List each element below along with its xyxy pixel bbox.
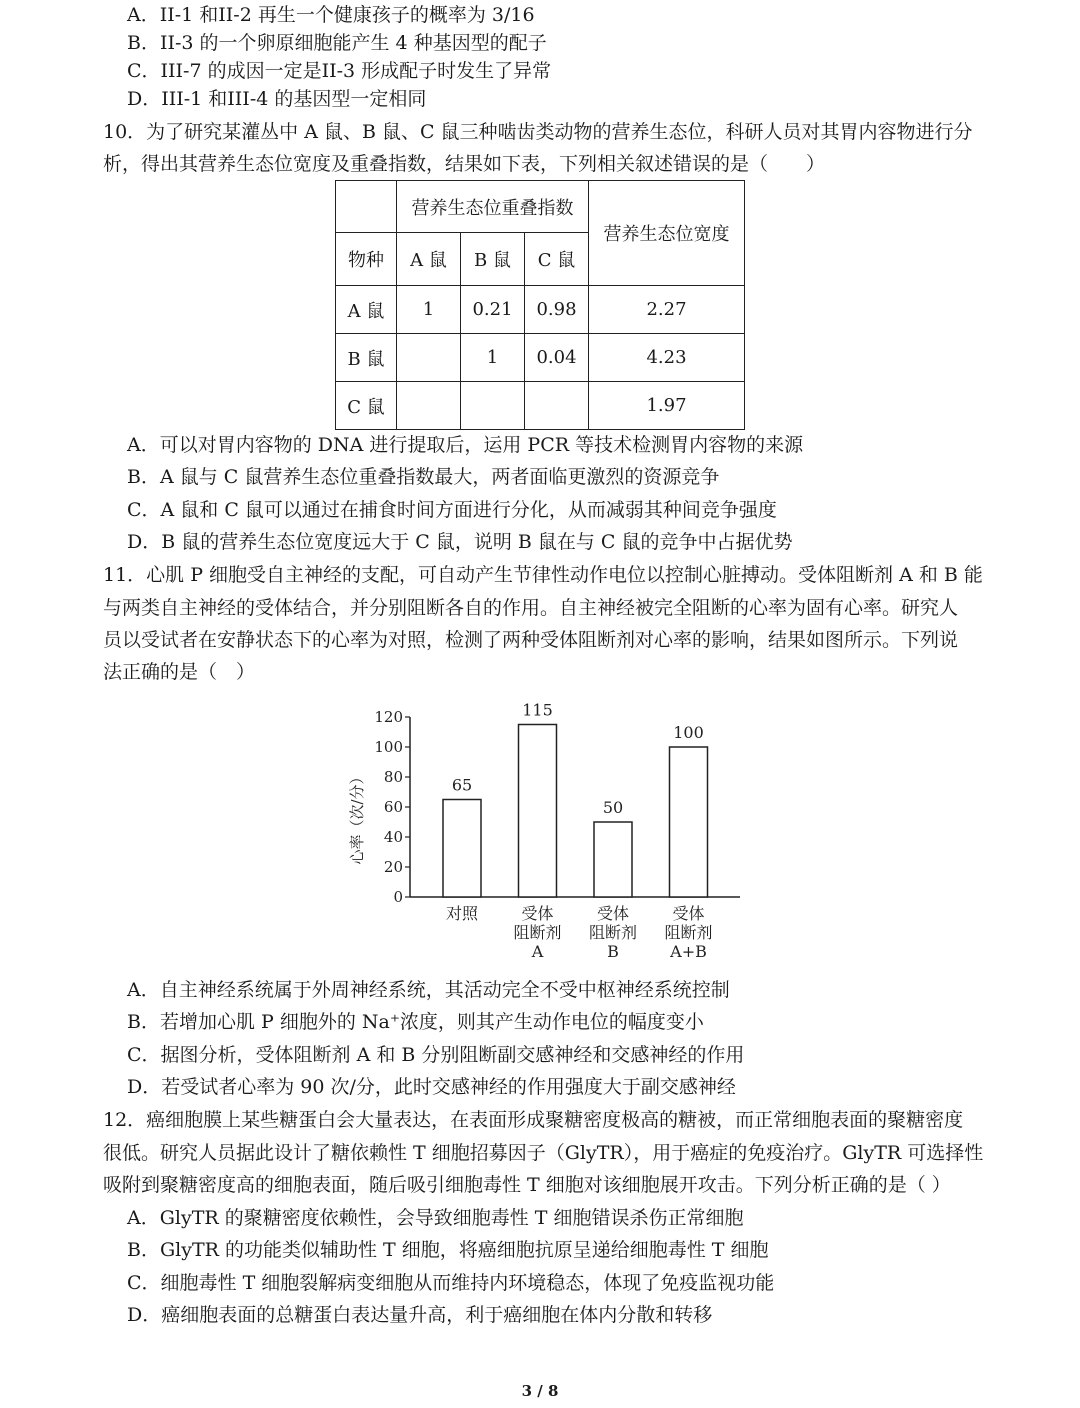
q10-stem-line-1: 10．为了研究某灌丛中 A 鼠、B 鼠、C 鼠三种啮齿类动物的营养生态位，科研人员对其胃内容物进行分 [103, 121, 973, 143]
heart-rate-bar-chart [340, 692, 760, 970]
bar [670, 747, 708, 897]
q9-option-c: C．III-7 的成因一定是II-3 形成配子时发生了异常 [127, 60, 552, 82]
cell-width: 2.27 [589, 286, 745, 334]
q11-stem-line-4: 法正确的是（ ） [103, 661, 256, 683]
cell-a [397, 334, 461, 382]
bar [443, 800, 481, 898]
q12-option-d: D．癌细胞表面的总糖蛋白表达量升高，利于癌细胞在体内分散和转移 [127, 1304, 713, 1326]
q12-stem-line-1: 12．癌细胞膜上某些糖蛋白会大量表达，在表面形成聚糖密度极高的糖被，而正常细胞表面的聚糖密度 [103, 1109, 964, 1131]
q12-option-a: A．GlyTR 的聚糖密度依赖性，会导致细胞毒性 T 细胞错误杀伤正常细胞 [127, 1207, 744, 1229]
width-header: 营养生态位宽度 [589, 181, 745, 286]
category-label: 阻断剂 [588, 923, 638, 942]
q11-option-c: C．据图分析，受体阻断剂 A 和 B 分别阻断副交感神经和交感神经的作用 [127, 1044, 745, 1066]
q10-stem-line-2: 析，得出其营养生态位宽度及重叠指数，结果如下表，下列相关叙述错误的是（ ） [103, 153, 826, 175]
category-label: A+B [670, 942, 707, 961]
data-label: 115 [522, 700, 553, 720]
q10-option-d: D．B 鼠的营养生态位宽度远大于 C 鼠，说明 B 鼠在与 C 鼠的竞争中占据优势 [127, 531, 793, 553]
cell-width: 4.23 [589, 334, 745, 382]
q11-option-d: D．若受试者心率为 90 次/分，此时交感神经的作用强度大于副交感神经 [127, 1076, 736, 1098]
data-label: 65 [451, 775, 473, 795]
cell-b: 0.21 [461, 286, 525, 334]
y-tick-label: 20 [383, 858, 403, 876]
y-tick-label: 120 [374, 708, 403, 726]
table-row [336, 382, 745, 430]
category-label: 受体 [596, 904, 630, 923]
q12-stem-line-3: 吸附到聚糖密度高的细胞表面，随后吸引细胞毒性 T 细胞对该细胞展开攻击。下列分析正确的是（ ） [103, 1174, 951, 1196]
q11-option-b: B．若增加心肌 P 细胞外的 Na⁺浓度，则其产生动作电位的幅度变小 [127, 1011, 704, 1033]
q10-option-a: A．可以对胃内容物的 DNA 进行提取后，运用 PCR 等技术检测胃内容物的来源 [127, 434, 804, 456]
q12-option-c: C．细胞毒性 T 细胞裂解病变细胞从而维持内环境稳态，体现了免疫监视功能 [127, 1272, 775, 1294]
table-row [336, 334, 745, 382]
row-species: A 鼠 [336, 286, 397, 334]
cell-b: 1 [461, 334, 525, 382]
overlap-header: 营养生态位重叠指数 [397, 181, 589, 233]
species-header: 物种 [336, 233, 397, 286]
data-label: 100 [673, 723, 704, 742]
category-label: B [607, 942, 619, 961]
data-label: 50 [602, 798, 624, 817]
y-axis-label: 心率（次/分） [348, 769, 366, 865]
q11-stem-line-1: 11．心肌 P 细胞受自主神经的支配，可自动产生节律性动作电位以控制心脏搏动。受体阻断剂 A 和 B 能 [103, 564, 983, 586]
cell-width: 1.97 [589, 382, 745, 430]
q10-option-b: B．A 鼠与 C 鼠营养生态位重叠指数最大，两者面临更激烈的资源竞争 [127, 466, 720, 488]
table-row [336, 286, 745, 334]
q10-option-c: C．A 鼠和 C 鼠可以通过在捕食时间方面进行分化，从而减弱其种间竞争强度 [127, 499, 777, 521]
category-label: 受体 [521, 904, 554, 923]
category-label: 对照 [445, 904, 479, 923]
category-label: A [531, 942, 544, 961]
niche-table [335, 180, 745, 430]
q11-stem-line-3: 员以受试者在安静状态下的心率为对照，检测了两种受体阻断剂对心率的影响，结果如图所示。下列说 [103, 629, 959, 651]
table-corner-cell [336, 181, 397, 233]
q9-option-a: A．II-1 和II-2 再生一个健康孩子的概率为 3/16 [127, 4, 535, 26]
page-number: 3 / 8 [521, 1382, 559, 1400]
q12-option-b: B．GlyTR 的功能类似辅助性 T 细胞，将癌细胞抗原呈递给细胞毒性 T 细胞 [127, 1239, 769, 1261]
col-b-header: B 鼠 [461, 233, 525, 286]
y-tick-label: 100 [374, 738, 403, 756]
cell-c [525, 382, 589, 430]
y-tick-label: 80 [383, 768, 403, 786]
y-tick-label: 0 [393, 888, 403, 906]
cell-b [461, 382, 525, 430]
row-species: C 鼠 [336, 382, 397, 430]
q11-stem-line-2: 与两类自主神经的受体结合，并分别阻断各自的作用。自主神经被完全阻断的心率为固有心率。研究人 [103, 597, 959, 619]
y-tick-label: 40 [383, 828, 403, 846]
q9-option-b: B．II-3 的一个卵原细胞能产生 4 种基因型的配子 [127, 32, 547, 54]
bar [594, 822, 632, 897]
cell-a [397, 382, 461, 430]
cell-a: 1 [397, 286, 461, 334]
cell-c: 0.98 [525, 286, 589, 334]
q12-stem-line-2: 很低。研究人员据此设计了糖依赖性 T 细胞招募因子（GlyTR），用于癌症的免疫治疗。GlyTR 可选择性 [103, 1142, 984, 1164]
category-label: 阻断剂 [664, 923, 713, 942]
q11-option-a: A．自主神经系统属于外周神经系统，其活动完全不受中枢神经系统控制 [127, 979, 730, 1001]
y-tick-label: 60 [383, 798, 403, 816]
col-c-header: C 鼠 [525, 233, 589, 286]
row-species: B 鼠 [336, 334, 397, 382]
q9-option-d: D．III-1 和III-4 的基因型一定相同 [127, 88, 427, 110]
category-label: 阻断剂 [513, 923, 562, 942]
col-a-header: A 鼠 [397, 233, 461, 286]
cell-c: 0.04 [525, 334, 589, 382]
category-label: 受体 [672, 904, 705, 923]
bar [519, 725, 557, 898]
